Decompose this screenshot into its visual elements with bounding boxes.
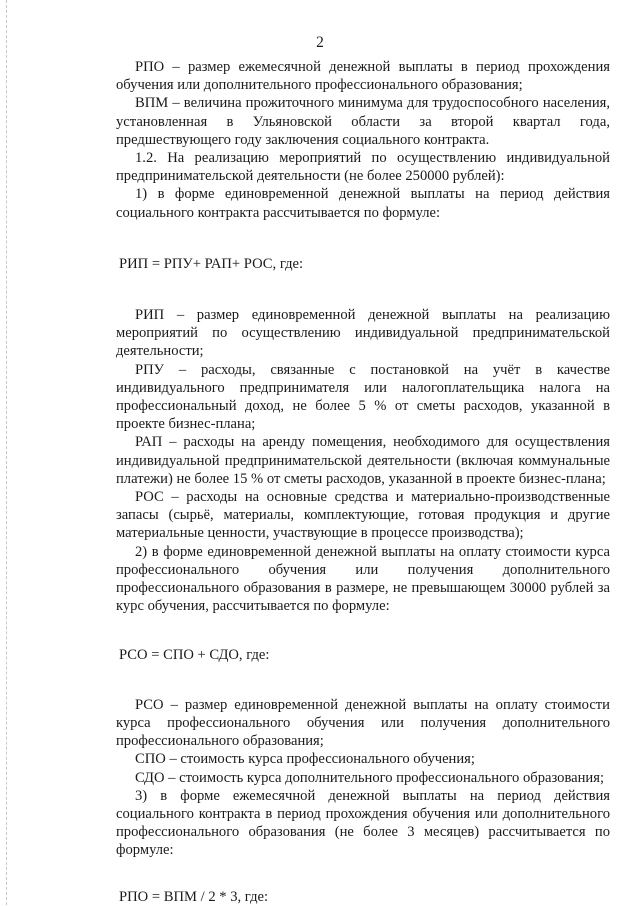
spacer	[116, 273, 610, 306]
paragraph-vpm-definition: ВПМ – величина прожиточного минимума для трудоспособного населения, установленная в Ульяновской области за второй квартал года, предшествующего году заключения социального контракта.	[116, 95, 610, 148]
paragraph-section-1-2: 1.2. На реализацию мероприятий по осуществлению индивидуальной предпринимательской деятельности (не более 250000 рублей):	[116, 150, 610, 185]
spacer	[116, 615, 610, 646]
spacer	[116, 665, 610, 696]
spacer	[116, 860, 610, 888]
paragraph-item-1: 1) в форме единовременной денежной выплаты на период действия социального контракта рассчитывается по формуле:	[116, 186, 610, 221]
paragraph-item-2: 2) в форме единовременной денежной выплаты на оплату стоимости курса профессионального обучения или получения дополнительного профессионального образования в размере, не превышающем 30000 рублей за курс обучения, рассчитывается по формуле:	[116, 543, 610, 615]
spacer	[116, 222, 610, 255]
paragraph-rso-definition: РСО – размер единовременной денежной выплаты на оплату стоимости курса профессионального обучения или получения дополнительного профессионального образования;	[116, 696, 610, 750]
document-body	[116, 58, 610, 906]
formula-rso: РСО = СПО + СДО, где:	[119, 647, 270, 664]
paragraph-rpu-definition: РПУ – расходы, связанные с постановкой на учёт в качестве индивидуального предпринимателя или налогоплательщика налога на профессиональный доход, не более 5 % от сметы расходов, указанной в проекте бизнес-плана;	[116, 361, 610, 433]
paragraph-rip-definition: РИП – размер единовременной денежной выплаты на реализацию мероприятий по осуществлению индивидуальной предпринимательской деятельности;	[116, 307, 610, 360]
paragraph-rpo-definition: РПО – размер ежемесячной денежной выплаты в период прохождения обучения или дополнительного профессионального образования;	[116, 59, 610, 94]
scan-edge-line	[6, 0, 8, 905]
formula-rpo: РПО = ВПМ / 2 * 3, где:	[119, 888, 269, 905]
paragraph-item-3: 3) в форме ежемесячной денежной выплаты на период действия социального контракта в период прохождения обучения или дополнительного профессионального образования (не более 3 месяцев) рассчитывается по формуле:	[116, 787, 610, 859]
paragraph-ros-definition: РОС – расходы на основные средства и материально-производственные запасы (сырьё, материалы, комплектующие, готовая продукция и другие материальные ценности, участвующие в процессе производства);	[116, 489, 610, 542]
paragraph-sdo-definition: СДО – стоимость курса дополнительного профессионального образования;	[135, 769, 605, 786]
paragraph-rap-definition: РАП – расходы на аренду помещения, необходимого для осуществления индивидуальной предпринимательской деятельности (включая коммунальные платежи) не более 15 % от сметы расходов, указанной в проекте бизнес-плана;	[116, 434, 610, 487]
page-number: 2	[316, 34, 324, 51]
paragraph-spo-definition: СПО – стоимость курса профессионального обучения;	[135, 751, 475, 768]
formula-rip: РИП = РПУ+ РАП+ РОС, где:	[119, 255, 304, 272]
